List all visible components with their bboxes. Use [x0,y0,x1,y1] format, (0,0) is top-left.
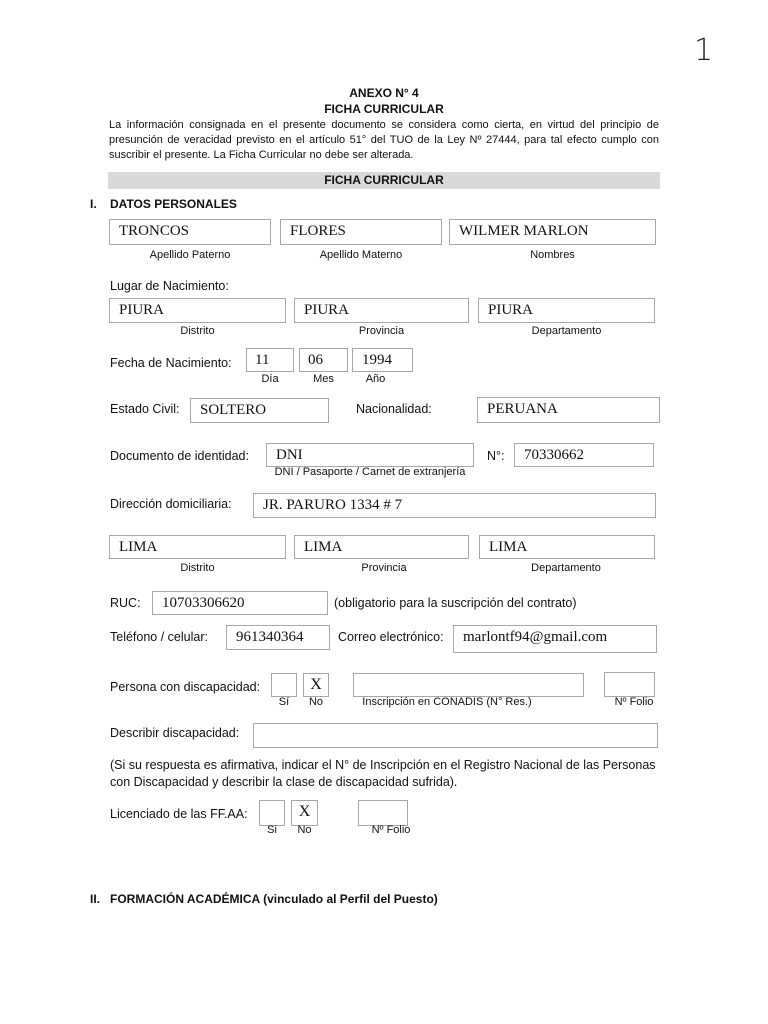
nombres-caption: Nombres [530,249,575,261]
fecha-nacimiento-label: Fecha de Nacimiento: [110,356,232,370]
ffaa-no-checkbox[interactable]: X [291,800,318,826]
fecha-dia-field[interactable]: 11 [246,348,294,372]
nacionalidad-label: Nacionalidad: [356,402,432,416]
section1-title: DATOS PERSONALES [110,197,237,211]
documento-caption: DNI / Pasaporte / Carnet de extranjería [274,466,466,478]
fecha-mes-caption: Mes [313,373,334,385]
direccion-departamento-caption: Departamento [531,562,601,574]
form-title: FICHA CURRICULAR [324,102,444,116]
nacimiento-distrito-caption: Distrito [180,325,215,337]
direccion-distrito-field[interactable]: LIMA [109,535,286,559]
section2-number: II. [90,892,101,906]
ruc-field[interactable]: 10703306620 [152,591,328,615]
nacimiento-distrito-field[interactable]: PIURA [109,298,286,323]
nacionalidad-field[interactable]: PERUANA [477,397,660,423]
section1-number: I. [90,197,97,211]
apellido-materno-caption: Apellido Materno [319,249,403,261]
discapacidad-si-caption: Sí [278,696,290,708]
lugar-nacimiento-label: Lugar de Nacimiento: [110,279,229,293]
estado-civil-label: Estado Civil: [110,402,180,416]
discapacidad-no-caption: No [308,696,324,708]
estado-civil-field[interactable]: SOLTERO [190,398,329,423]
documento-numero-label: N°: [487,449,505,463]
ffaa-folio-caption: Nº Folio [371,824,411,836]
direccion-label: Dirección domiciliaria: [110,497,232,511]
direccion-departamento-field[interactable]: LIMA [479,535,655,559]
nombres-field[interactable]: WILMER MARLON [449,219,656,245]
correo-field[interactable]: marlontf94@gmail.com [453,625,657,653]
apellido-materno-field[interactable]: FLORES [280,219,442,245]
fecha-mes-field[interactable]: 06 [299,348,348,372]
ffaa-folio-field[interactable] [358,800,408,826]
telefono-field[interactable]: 961340364 [226,625,330,650]
telefono-label: Teléfono / celular: [110,630,208,644]
correo-label: Correo electrónico: [338,630,444,644]
discapacidad-folio-caption: Nº Folio [614,696,654,708]
ruc-note: (obligatorio para la suscripción del contrato) [334,596,577,610]
discapacidad-si-checkbox[interactable] [271,673,297,697]
documento-numero-field[interactable]: 70330662 [514,443,654,467]
fecha-dia-caption: Día [261,373,279,385]
section2-title: FORMACIÓN ACADÉMICA (vinculado al Perfil del Puesto) [110,892,438,906]
apellido-paterno-caption: Apellido Paterno [149,249,231,261]
discapacidad-folio-field[interactable] [604,672,655,697]
nacimiento-provincia-field[interactable]: PIURA [294,298,469,323]
apellido-paterno-field[interactable]: TRONCOS [109,219,271,245]
documento-label: Documento de identidad: [110,449,249,463]
ruc-label: RUC: [110,596,141,610]
ffaa-si-caption: Si [267,824,277,836]
direccion-distrito-caption: Distrito [180,562,215,574]
fecha-anio-field[interactable]: 1994 [352,348,413,372]
page-number: 1 [694,33,714,68]
describir-label: Describir discapacidad: [110,726,240,740]
direccion-provincia-field[interactable]: LIMA [294,535,469,559]
nacimiento-provincia-caption: Provincia [358,325,405,337]
annex-title: ANEXO N° 4 [349,86,419,100]
conadis-field[interactable] [353,673,584,697]
conadis-caption: Inscripción en CONADIS (N° Res.) [362,696,532,708]
describir-field[interactable] [253,723,658,748]
direccion-provincia-caption: Provincia [361,562,407,574]
documento-tipo-field[interactable]: DNI [266,443,474,467]
discapacidad-note: (Si su respuesta es afirmativa, indicar el N° de Inscripción en el Registro Nacional de las Personas con Discapacidad y describir la clase de discapacidad sufrida). [110,758,656,789]
discapacidad-no-checkbox[interactable]: X [303,673,329,697]
discapacidad-label: Persona con discapacidad: [110,680,261,694]
direccion-field[interactable]: JR. PARURO 1334 # 7 [253,493,656,518]
nacimiento-departamento-caption: Departamento [531,325,602,337]
section-band: FICHA CURRICULAR [108,172,660,189]
ffaa-si-checkbox[interactable] [259,800,285,826]
ffaa-label: Licenciado de las FF.AA: [110,807,248,821]
intro-paragraph: La información consignada en el presente documento se considera como cierta, en virtud del principio de presunción de veracidad previsto en el artículo 51° del TUO de la Ley Nº 27444, para tal efecto cumplo con suscribir el presente. La Ficha Curricular no debe ser alterada. [109,119,659,161]
fecha-anio-caption: Año [365,373,386,385]
ffaa-no-caption: No [297,824,312,836]
nacimiento-departamento-field[interactable]: PIURA [478,298,655,323]
